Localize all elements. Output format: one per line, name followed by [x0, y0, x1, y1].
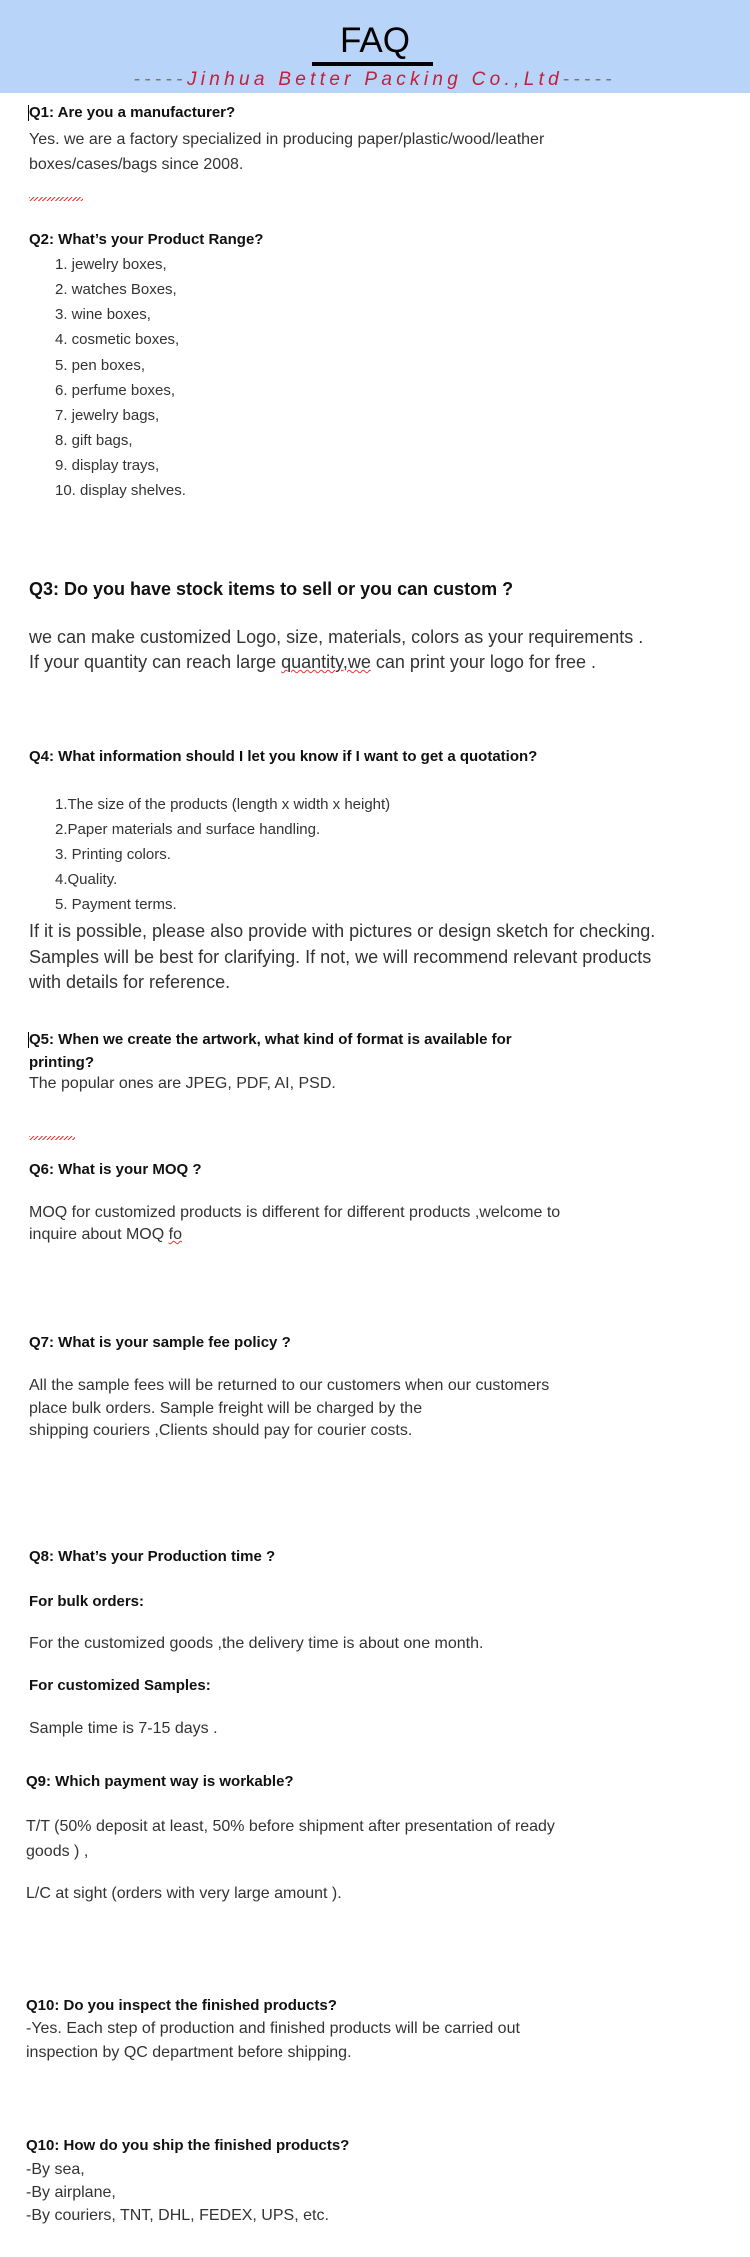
q3-answer-text: can print your logo for free . — [370, 652, 596, 672]
q7-answer-line: All the sample fees will be returned to our customers when our customers — [29, 1377, 550, 1394]
q2-question: Q2: What’s your Product Range? — [29, 231, 264, 248]
misspelled-word: quantity,we — [281, 652, 371, 672]
faq-header-banner — [0, 0, 750, 93]
q7-answer-line: place bulk orders. Sample freight will be charged by the — [29, 1400, 423, 1417]
q3-question: Q3: Do you have stock items to sell or you can custom ? — [29, 579, 514, 599]
q4-question: Q4: What information should I let you know if I want to get a quotation? — [29, 748, 538, 765]
q3-answer-text: If your quantity can reach large — [29, 652, 282, 672]
quotation-item: 1.The size of the products (length x width x height) — [55, 796, 391, 813]
q1-answer-line: Yes. we are a factory specialized in producing paper/plastic/wood/leather — [29, 131, 545, 148]
bulk-orders-label: For bulk orders: — [29, 1593, 145, 1610]
q8-question: Q8: What’s your Production time ? — [29, 1548, 276, 1565]
q6-answer-text: inquire about MOQ — [29, 1226, 169, 1243]
spellcheck-squiggle — [29, 197, 83, 201]
page-title: FAQ — [339, 21, 411, 60]
shipping-method: -By airplane, — [26, 2184, 116, 2201]
quotation-item: 2.Paper materials and surface handling. — [55, 821, 321, 838]
q6-question: Q6: What is your MOQ ? — [29, 1161, 202, 1178]
product-item: 10. display shelves. — [55, 482, 186, 499]
q3-answer-line — [29, 651, 596, 673]
quotation-item: 4.Quality. — [55, 871, 118, 888]
q5-answer: The popular ones are JPEG, PDF, AI, PSD. — [29, 1075, 336, 1092]
q4-answer-line: Samples will be best for clarifying. If not, we will recommend relevant products — [29, 947, 652, 967]
samples-answer: Sample time is 7-15 days . — [29, 1720, 218, 1737]
q10-inspect-answer-line: inspection by QC department before shipping. — [26, 2044, 352, 2061]
quotation-item: 5. Payment terms. — [55, 896, 177, 913]
q10-inspect-answer-line: -Yes. Each step of production and finished products will be carried out — [26, 2020, 520, 2037]
product-item: 8. gift bags, — [55, 432, 133, 449]
q9-answer-lc: L/C at sight (orders with very large amount ). — [26, 1885, 342, 1902]
q5-question-line: printing? — [29, 1054, 94, 1071]
product-item: 5. pen boxes, — [55, 357, 146, 374]
q5-question-line: Q5: When we create the artwork, what kind of format is available for — [29, 1031, 512, 1048]
q9-question: Q9: Which payment way is workable? — [26, 1773, 294, 1790]
subtitle-dashes-left: ----- — [133, 69, 187, 90]
q10-ship-question: Q10: How do you ship the finished products? — [26, 2137, 350, 2154]
q1-question: Q1: Are you a manufacturer? — [29, 104, 236, 121]
product-item: 4. cosmetic boxes, — [55, 331, 180, 348]
q7-answer-line: shipping couriers ,Clients should pay for courier costs. — [29, 1422, 413, 1439]
q1-answer-line: boxes/cases/bags since 2008. — [29, 156, 244, 173]
q9-answer-line: T/T (50% deposit at least, 50% before shipment after presentation of ready — [26, 1818, 555, 1835]
q6-answer-line — [29, 1224, 182, 1246]
q7-question: Q7: What is your sample fee policy ? — [29, 1334, 291, 1351]
subtitle-dashes-right: ----- — [563, 69, 617, 90]
q3-answer-line: we can make customized Logo, size, materials, colors as your requirements . — [29, 627, 644, 647]
q4-answer-line: If it is possible, please also provide with pictures or design sketch for checking. — [29, 921, 656, 941]
product-item: 1. jewelry boxes, — [55, 256, 167, 273]
q6-answer-line: MOQ for customized products is different for different products ,welcome to — [29, 1204, 561, 1221]
product-item: 6. perfume boxes, — [55, 382, 176, 399]
q10-inspect-question: Q10: Do you inspect the finished products? — [26, 1997, 337, 2014]
product-item: 7. jewelry bags, — [55, 407, 160, 424]
shipping-method: -By sea, — [26, 2161, 85, 2178]
title-underline — [312, 62, 433, 66]
q4-answer-line: with details for reference. — [29, 972, 231, 992]
product-item: 9. display trays, — [55, 457, 160, 474]
quotation-item: 3. Printing colors. — [55, 846, 171, 863]
product-item: 2. watches Boxes, — [55, 281, 177, 298]
misspelled-word: fo — [168, 1226, 182, 1243]
spellcheck-squiggle — [29, 1136, 75, 1140]
company-name: Jinhua Better Packing Co.,Ltd — [186, 69, 564, 90]
product-item: 3. wine boxes, — [55, 306, 151, 323]
q9-answer-line: goods ) , — [26, 1843, 89, 1860]
shipping-method: -By couriers, TNT, DHL, FEDEX, UPS, etc. — [26, 2207, 329, 2224]
samples-label: For customized Samples: — [29, 1677, 211, 1694]
company-subtitle — [0, 68, 750, 92]
bulk-orders-answer: For the customized goods ,the delivery time is about one month. — [29, 1635, 484, 1652]
